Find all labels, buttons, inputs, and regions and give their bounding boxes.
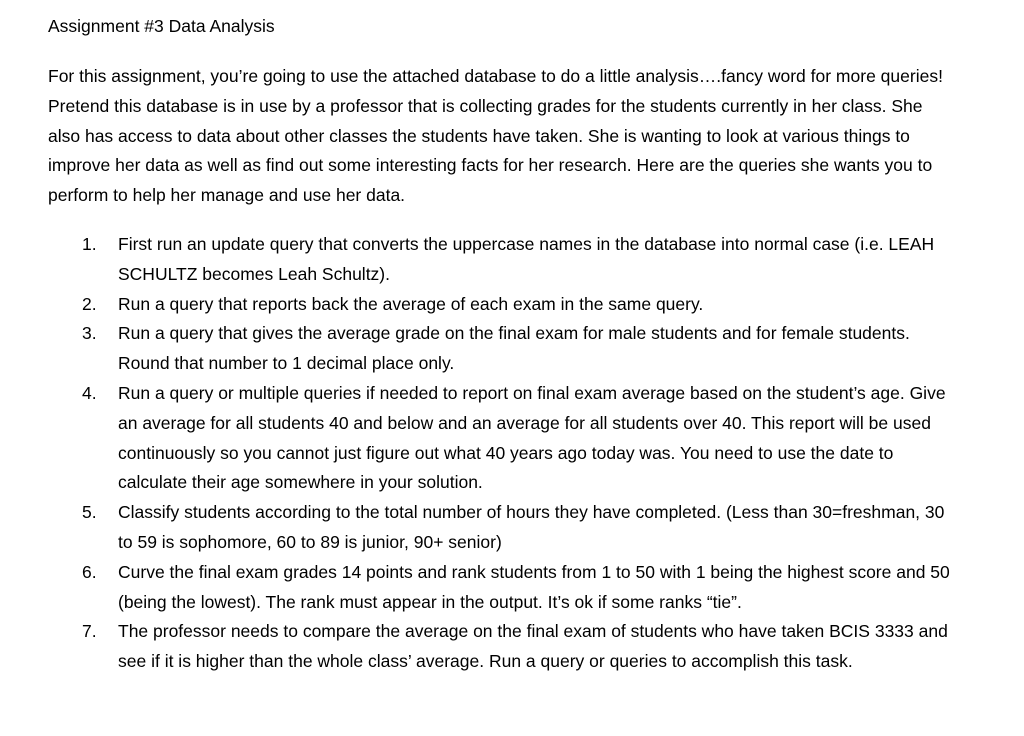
list-item [0,319,963,379]
list-item [0,379,963,498]
list-item-text: Run a query that reports back the average of each exam in the same query. [118,293,704,314]
list-item-number: 4. [82,382,97,403]
list-item-text: Run a query that gives the average grade on the final exam for male students and for female students. Round that number to 1 decimal place only. [118,323,910,374]
list-item-number: 7. [82,621,97,642]
list-item [0,558,963,618]
list-item [0,498,963,558]
intro-paragraph: For this assignment, you’re going to use the attached database to do a little analysis….fancy word for more queries! Pretend this database is in use by a professor that is collecting grades for the students currently in her class. She also has access to data about other classes the students have taken. She is wanting to look at various things to improve her data as well as find out some interesting facts for her research. Here are the queries she wants you to perform to help her manage and use her data. [48,66,943,206]
list-item [0,230,963,290]
list-item-text: The professor needs to compare the average on the final exam of students who have taken BCIS 3333 and see if it is higher than the whole class’ average. Run a query or queries to accomplish this task. [118,621,948,672]
list-item-number: 2. [82,293,97,314]
query-list [0,230,1024,677]
list-item-text: First run an update query that converts the uppercase names in the database into normal case (i.e. LEAH SCHULTZ becomes Leah Schultz). [118,234,935,284]
list-item-text: Classify students according to the total number of hours they have completed. (Less than 30=freshman, 30 to 59 is sophomore, 60 to 89 is junior, 90+ senior) [118,502,945,552]
document-title: Assignment #3 Data Analysis [48,16,275,36]
list-item [0,617,963,677]
list-item-number: 1. [82,234,97,254]
list-item-number: 5. [82,502,97,523]
list-item [0,290,963,320]
list-item-text: Curve the final exam grades 14 points and rank students from 1 to 50 with 1 being the highest score and 50 (being the lowest). The rank must appear in the output. It’s ok if some ranks “tie”. [118,561,950,612]
list-item-number: 6. [82,561,97,582]
list-item-text: Run a query or multiple queries if needed to report on final exam average based on the student’s age. Give an average for all students 40 and below and an average for all students over 40. This report will be used continuously so you cannot just figure out what 40 years ago today was. You need to use the date to calculate their age somewhere in your solution. [118,382,946,493]
list-item-number: 3. [82,323,97,344]
